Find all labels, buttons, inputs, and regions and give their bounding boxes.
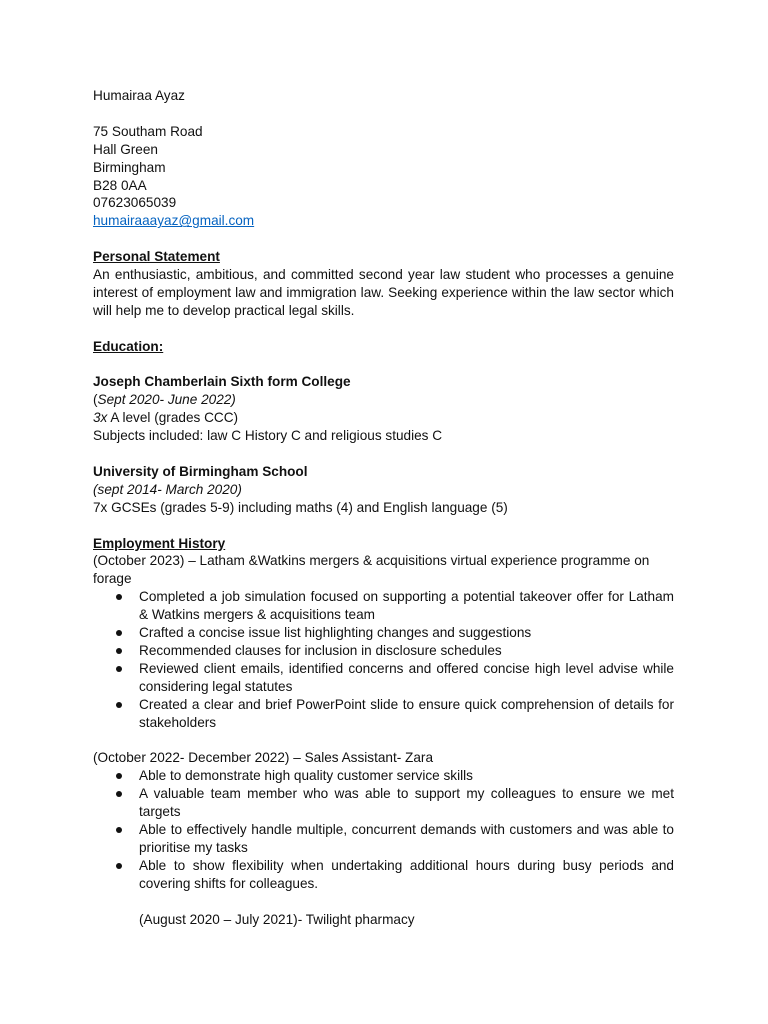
- list-item: Crafted a concise issue list highlighting changes and suggestions: [93, 624, 674, 642]
- list-item: Completed a job simulation focused on supporting a potential takeover offer for Latham & Watkins mergers & acquisitions team: [93, 588, 674, 624]
- job-title: (October 2022- December 2022) – Sales Assistant- Zara: [93, 750, 434, 766]
- list-item: Recommended clauses for inclusion in disclosure schedules: [93, 642, 674, 660]
- employment-section: [93, 535, 674, 929]
- personal-statement-text: An enthusiastic, ambitious, and committed second year law student who processes a genuine interest of employment law and immigration law. Seeking experience within the law sector which will help me to develop practical legal skills.: [93, 267, 674, 318]
- job-duties-list: [93, 767, 674, 892]
- contact-block: [93, 123, 674, 230]
- spacer: [93, 893, 674, 911]
- education-dates: (Sept 2020- June 2022): [93, 392, 236, 408]
- job-title: (October 2023) – Latham &Watkins mergers & acquisitions virtual experience programme on: [93, 553, 650, 569]
- institution-name: University of Birmingham School: [93, 463, 308, 479]
- phone-number: 07623065039: [93, 195, 177, 211]
- candidate-name: Humairaa Ayaz: [93, 88, 185, 103]
- job-title-continued: forage: [93, 571, 132, 587]
- job-entry: [93, 911, 674, 929]
- institution-name: Joseph Chamberlain Sixth form College: [93, 374, 351, 390]
- address-line-2: Hall Green: [93, 141, 158, 157]
- list-item: A valuable team member who was able to support my colleagues to ensure we met targets: [93, 785, 674, 821]
- cv-document: [93, 87, 674, 928]
- spacer: [93, 105, 674, 123]
- education-detail: Subjects included: law C History C and religious studies C: [93, 428, 443, 444]
- address-postcode: B28 0AA: [93, 177, 147, 193]
- personal-statement-section: [93, 248, 674, 320]
- spacer: [93, 445, 674, 463]
- job-entry: [93, 552, 674, 731]
- list-item: Reviewed client emails, identified concerns and offered concise high level advise while considering legal statutes: [93, 660, 674, 696]
- job-duties-list: [93, 588, 674, 731]
- education-entry: [93, 373, 674, 445]
- education-section: [93, 338, 674, 517]
- list-item: Able to demonstrate high quality customer service skills: [93, 767, 674, 785]
- employment-heading: Employment History: [93, 535, 226, 551]
- spacer: [93, 230, 674, 248]
- spacer: [93, 517, 674, 535]
- list-item: Able to effectively handle multiple, concurrent demands with customers and was able to prioritise my tasks: [93, 821, 674, 857]
- personal-statement-heading: Personal Statement: [93, 249, 220, 265]
- education-qualification: 7x GCSEs (grades 5-9) including maths (4) and English language (5): [93, 499, 508, 515]
- education-qualification: 3x A level (grades CCC): [93, 410, 239, 426]
- list-item: Able to show flexibility when undertaking additional hours during busy periods and covering shifts for colleagues.: [93, 857, 674, 893]
- spacer: [93, 732, 674, 750]
- spacer: [93, 356, 674, 374]
- address-city: Birmingham: [93, 159, 166, 175]
- education-dates: (sept 2014- March 2020): [93, 481, 242, 497]
- job-title: (August 2020 – July 2021)- Twilight pharmacy: [139, 911, 415, 927]
- spacer: [93, 320, 674, 338]
- address-line-1: 75 Southam Road: [93, 123, 203, 139]
- education-entry: [93, 463, 674, 517]
- email-link[interactable]: humairaaayaz@gmail.com: [93, 213, 255, 229]
- education-heading: Education:: [93, 338, 164, 354]
- job-entry: [93, 749, 674, 892]
- list-item: Created a clear and brief PowerPoint slide to ensure quick comprehension of details for stakeholders: [93, 696, 674, 732]
